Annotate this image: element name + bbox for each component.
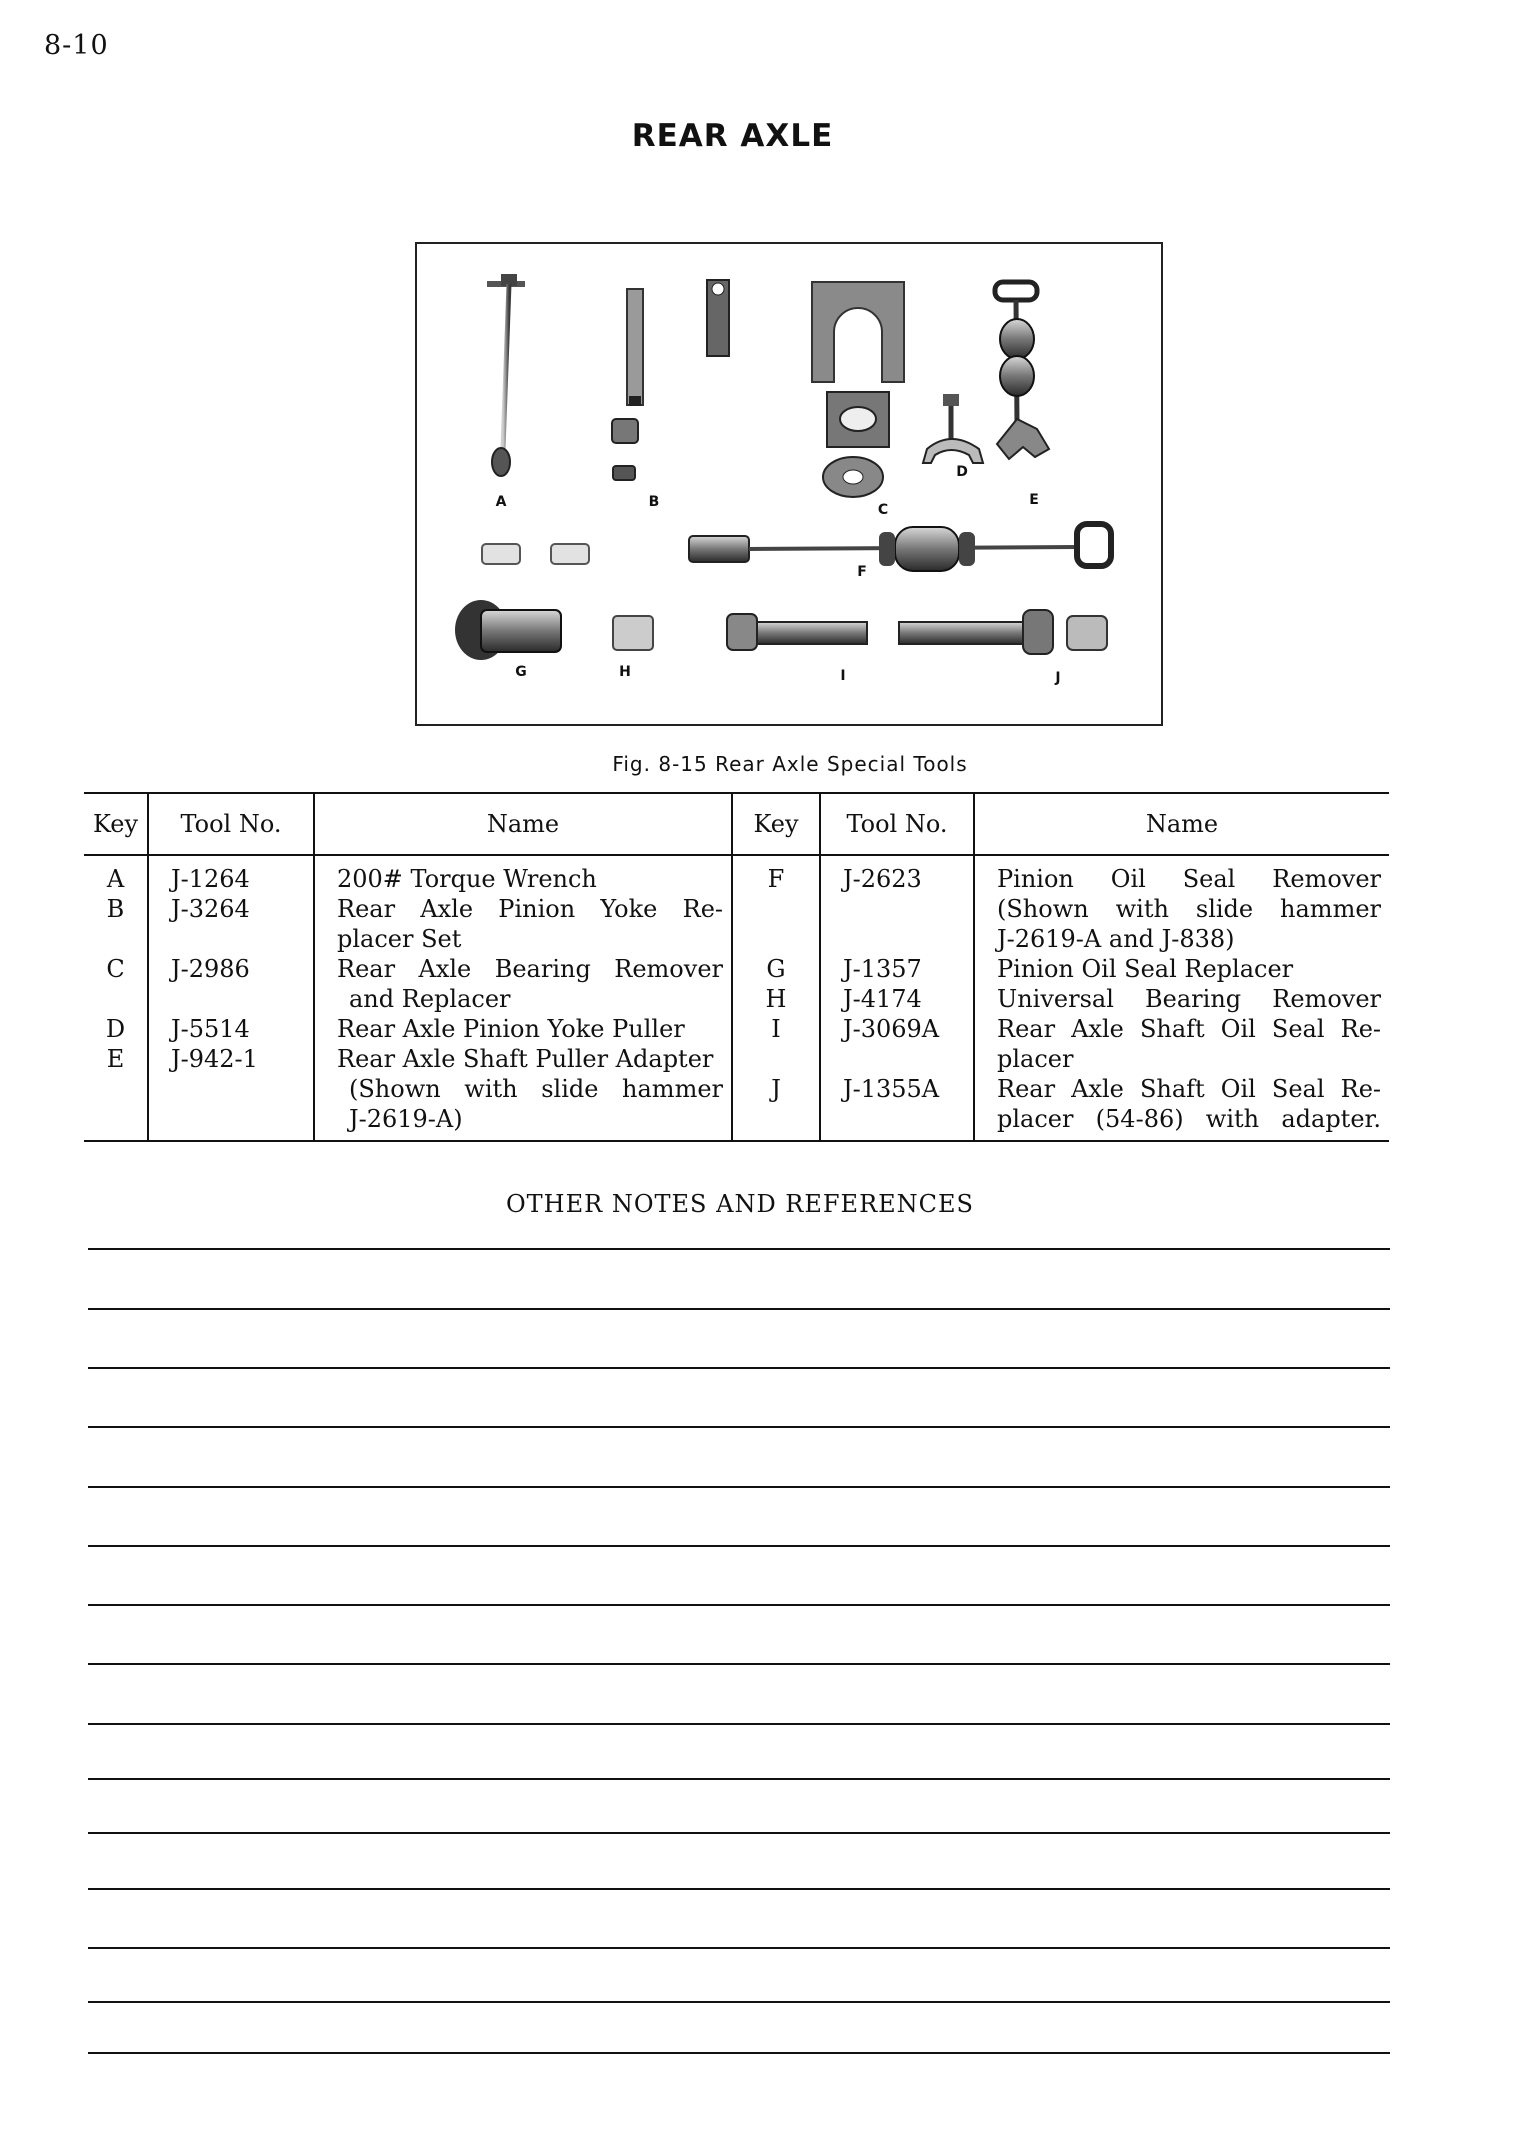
note-line — [88, 1723, 1390, 1725]
table-cell: J-4174 — [843, 985, 922, 1013]
header-tool-no-right: Tool No. — [820, 793, 974, 855]
table-body-row — [84, 855, 1389, 1141]
figure-label-g: G — [515, 664, 527, 680]
right-names-cell — [974, 855, 1389, 1141]
tools-illustration — [417, 244, 1161, 724]
header-key-right: Key — [732, 793, 820, 855]
table-cell: Rear Axle Shaft Oil Seal Re- — [997, 1015, 1381, 1043]
section-title: REAR AXLE — [631, 118, 834, 154]
tool-i-shaft-seal-replacer — [727, 614, 867, 650]
table-cell: Pinion Oil Seal Remover — [997, 865, 1381, 893]
table-cell — [843, 924, 965, 954]
note-line — [88, 1663, 1390, 1665]
table-cell: Rear Axle Bearing Remover — [337, 955, 723, 983]
special-tools-table — [84, 792, 1389, 1142]
tool-j-shaft-seal-replacer — [899, 610, 1107, 654]
left-tools-cell — [148, 855, 314, 1141]
table-cell: Rear Axle Shaft Oil Seal Re- — [997, 1075, 1381, 1103]
figure-caption: Fig. 8-15 Rear Axle Special Tools — [612, 752, 968, 776]
note-line — [88, 1832, 1390, 1834]
note-line — [88, 1248, 1390, 1250]
figure-label-e: E — [1029, 492, 1039, 508]
figure-label-b: B — [648, 494, 660, 510]
left-keys-cell — [84, 855, 148, 1141]
table-cell: J-2623 — [843, 865, 922, 893]
table-cell: Rear Axle Pinion Yoke Puller — [337, 1015, 685, 1043]
table-cell: C — [106, 955, 125, 983]
tool-a-torque-wrench — [487, 274, 525, 476]
table-cell: and Replacer — [349, 985, 511, 1013]
table-cell: D — [105, 1015, 126, 1043]
table-cell — [171, 984, 305, 1014]
table-cell: J-2619-A) — [349, 1105, 463, 1133]
tool-e-shaft-puller-adapter — [995, 282, 1049, 459]
table-cell: placer Set — [337, 925, 462, 953]
table-cell — [843, 894, 965, 924]
table-cell — [741, 924, 811, 954]
tools-figure — [415, 242, 1163, 726]
table-cell: F — [767, 865, 785, 893]
tool-b-yoke-replacer — [612, 289, 643, 480]
table-cell: (Shown with slide hammer — [997, 895, 1381, 923]
table-cell: placer (54-86) with adapter. — [997, 1105, 1381, 1133]
table-cell: J-1264 — [171, 865, 250, 893]
tool-c-bearing-remover — [707, 280, 904, 497]
table-cell — [741, 894, 811, 924]
table-cell: A — [106, 865, 125, 893]
note-line — [88, 1604, 1390, 1606]
table-cell: J-3264 — [171, 895, 250, 923]
table-cell: (Shown with slide hammer — [349, 1075, 723, 1103]
table-cell: H — [765, 985, 787, 1013]
right-tools-cell — [820, 855, 974, 1141]
note-line — [88, 1486, 1390, 1488]
note-line — [88, 1308, 1390, 1310]
tool-f-seal-remover — [482, 524, 1111, 571]
figure-label-d: D — [956, 464, 968, 480]
table-cell: J-942-1 — [171, 1045, 258, 1073]
figure-label-f: F — [857, 564, 867, 580]
table-cell: J-2619-A and J-838) — [997, 925, 1235, 953]
table-cell: Rear Axle Pinion Yoke Re- — [337, 895, 723, 923]
left-names-cell — [314, 855, 732, 1141]
figure-label-a: A — [495, 494, 507, 510]
header-name-left: Name — [314, 793, 732, 855]
table-cell: J — [771, 1075, 781, 1103]
table-cell — [171, 924, 305, 954]
figure-label-i: I — [840, 668, 846, 684]
note-line — [88, 1545, 1390, 1547]
notes-title: OTHER NOTES AND REFERENCES — [506, 1190, 974, 1218]
tool-g-seal-replacer — [455, 600, 561, 660]
table-cell: Universal Bearing Remover — [997, 985, 1381, 1013]
figure-label-c: C — [877, 502, 889, 518]
table-cell: I — [771, 1015, 781, 1043]
header-tool-no-left: Tool No. — [148, 793, 314, 855]
table-cell — [741, 1044, 811, 1074]
note-line — [88, 2001, 1390, 2003]
note-line — [88, 1426, 1390, 1428]
note-line — [88, 1947, 1390, 1949]
table-cell: J-1355A — [843, 1075, 940, 1103]
tool-d-yoke-puller — [923, 394, 983, 463]
note-line — [88, 1888, 1390, 1890]
table-cell: J-5514 — [171, 1015, 250, 1043]
page-number: 8-10 — [44, 30, 109, 61]
right-keys-cell — [732, 855, 820, 1141]
table-cell: J-1357 — [843, 955, 922, 983]
table-cell: J-3069A — [843, 1015, 940, 1043]
table-cell: G — [766, 955, 786, 983]
table-cell: Pinion Oil Seal Replacer — [997, 955, 1294, 983]
header-name-right: Name — [974, 793, 1389, 855]
header-key-left: Key — [84, 793, 148, 855]
table-cell — [92, 924, 139, 954]
figure-label-j: J — [1055, 670, 1061, 686]
note-line — [88, 2052, 1390, 2054]
table-cell: J-2986 — [171, 955, 250, 983]
table-cell: B — [106, 895, 125, 923]
note-line — [88, 1367, 1390, 1369]
table-header-row — [84, 793, 1389, 855]
note-line — [88, 1778, 1390, 1780]
table-cell — [843, 1044, 965, 1074]
table-cell: E — [106, 1045, 125, 1073]
tool-h-bearing-remover — [613, 616, 653, 650]
table-cell: Rear Axle Shaft Puller Adapter — [337, 1045, 714, 1073]
table-cell: 200# Torque Wrench — [337, 865, 597, 893]
figure-label-h: H — [619, 664, 631, 680]
table-cell — [92, 984, 139, 1014]
table-cell: placer — [997, 1045, 1074, 1073]
